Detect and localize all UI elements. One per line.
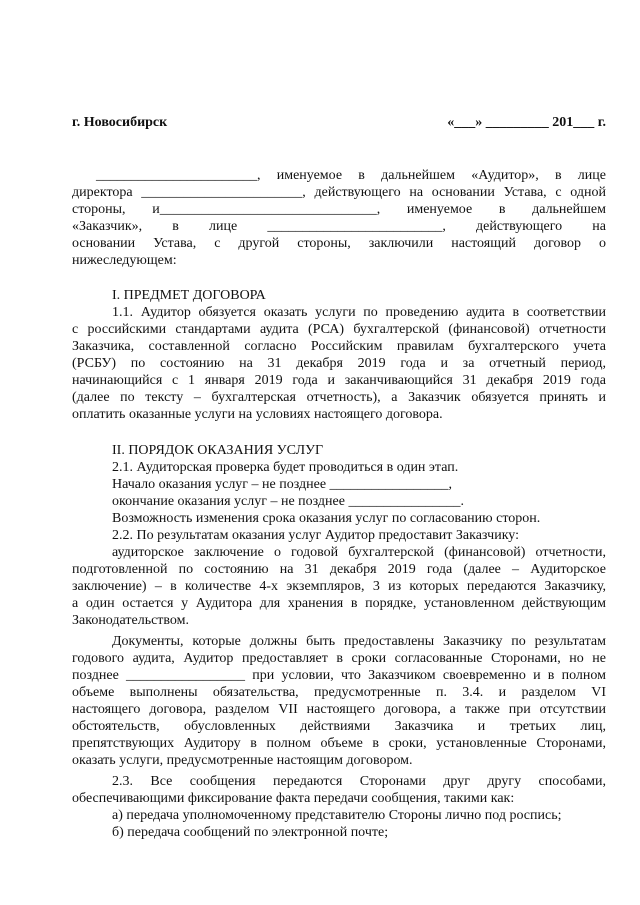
contract-date: «___» _________ 201___ г. bbox=[447, 115, 606, 130]
docs-line: годового аудита, Аудитор предоставляет в сроки согласованные Сторонами, но не bbox=[72, 651, 606, 666]
docs-line: позднее _________________ при условии, что Заказчиком своевременно и в полном bbox=[72, 668, 606, 683]
section-1-line: оплатить оказанные услуги на условиях настоящего договора. bbox=[72, 407, 443, 422]
report-line: Законодательством. bbox=[72, 613, 190, 628]
delivery-method-item: б) передача сообщений по электронной почте; bbox=[112, 825, 389, 840]
clause-2-1: 2.1. Аудиторская проверка будет проводиться в один этап. bbox=[112, 460, 459, 475]
contract-city: г. Новосибирск bbox=[72, 115, 168, 130]
docs-line: оказать услуги, предусмотренные настоящим договором. bbox=[72, 753, 413, 768]
preamble-line: директора _______________________, действующего на основании Устава, с одной bbox=[72, 185, 606, 200]
report-line: аудиторское заключение о годовой бухгалтерской (финансовой) отчетности, bbox=[112, 545, 606, 560]
preamble-line: нижеследующем: bbox=[72, 253, 177, 268]
report-line: а один остается у Аудитора для хранения в порядке, установленном действующим bbox=[72, 596, 606, 611]
service-start: Начало оказания услуг – не позднее _________________, bbox=[112, 477, 453, 492]
section-1-line: (РСБУ) по состоянию на 31 декабря 2019 года и за отчетный период, bbox=[72, 356, 606, 371]
section-2-title: II. ПОРЯДОК ОКАЗАНИЯ УСЛУГ bbox=[112, 443, 324, 458]
section-1-line: (далее по тексту – бухгалтерская отчетность), а Заказчик обязуется принять и bbox=[72, 390, 606, 405]
section-1-line: Заказчика, составленной согласно Российским правилам бухгалтерского учета bbox=[72, 339, 606, 354]
preamble-line: стороны, и_______________________________, именуемое в дальнейшем bbox=[72, 202, 606, 217]
clause-2-3-line: обеспечивающими фиксирование факта передачи сообщения, такими как: bbox=[72, 791, 515, 806]
delivery-method-item: а) передача уполномоченному представителю Стороны лично под роспись; bbox=[112, 808, 562, 823]
report-line: подготовленной по состоянию на 31 декабря 2019 года (далее – Аудиторское bbox=[72, 562, 606, 577]
section-1-title: I. ПРЕДМЕТ ДОГОВОРА bbox=[112, 288, 266, 303]
docs-line: Документы, которые должны быть предоставлены Заказчику по результатам bbox=[112, 634, 606, 649]
report-line: заключение) – в количестве 4-х экземпляров, 3 из которых передаются Заказчику, bbox=[72, 579, 606, 594]
preamble-line: основании Устава, с другой стороны, заключили настоящий договор о bbox=[72, 236, 606, 251]
docs-line: обстоятельств, обусловленных действиями Заказчика и третьих лиц, bbox=[72, 719, 606, 734]
term-change-note: Возможность изменения срока оказания услуг по согласованию сторон. bbox=[112, 511, 541, 526]
docs-line: препятствующих Аудитору в полном объеме в сроки, установленные Сторонами, bbox=[72, 736, 606, 751]
preamble-line: _______________________, именуемое в дальнейшем «Аудитор», в лице bbox=[96, 168, 606, 183]
section-1-line: начинающийся с 1 января 2019 года и заканчивающийся 31 декабря 2019 года bbox=[72, 373, 606, 388]
clause-2-3-line: 2.3. Все сообщения передаются Сторонами друг другу способами, bbox=[112, 774, 606, 789]
docs-line: объеме выполнены обязательства, предусмотренные п. 3.4. и разделом VI bbox=[72, 685, 606, 700]
section-1-line: 1.1. Аудитор обязуется оказать услуги по проведению аудита в соответствии bbox=[112, 305, 606, 320]
section-1-line: с российскими стандартами аудита (РСА) бухгалтерской (финансовой) отчетности bbox=[72, 322, 606, 337]
preamble-line: «Заказчик», в лице _________________________, действующего на bbox=[72, 219, 606, 234]
clause-2-2: 2.2. По результатам оказания услуг Аудитор предоставит Заказчику: bbox=[112, 528, 520, 543]
service-end: окончание оказания услуг – не позднее ________________. bbox=[112, 494, 464, 509]
docs-line: настоящего договора, разделом VII настоящего договора, а также при отсутствии bbox=[72, 702, 606, 717]
